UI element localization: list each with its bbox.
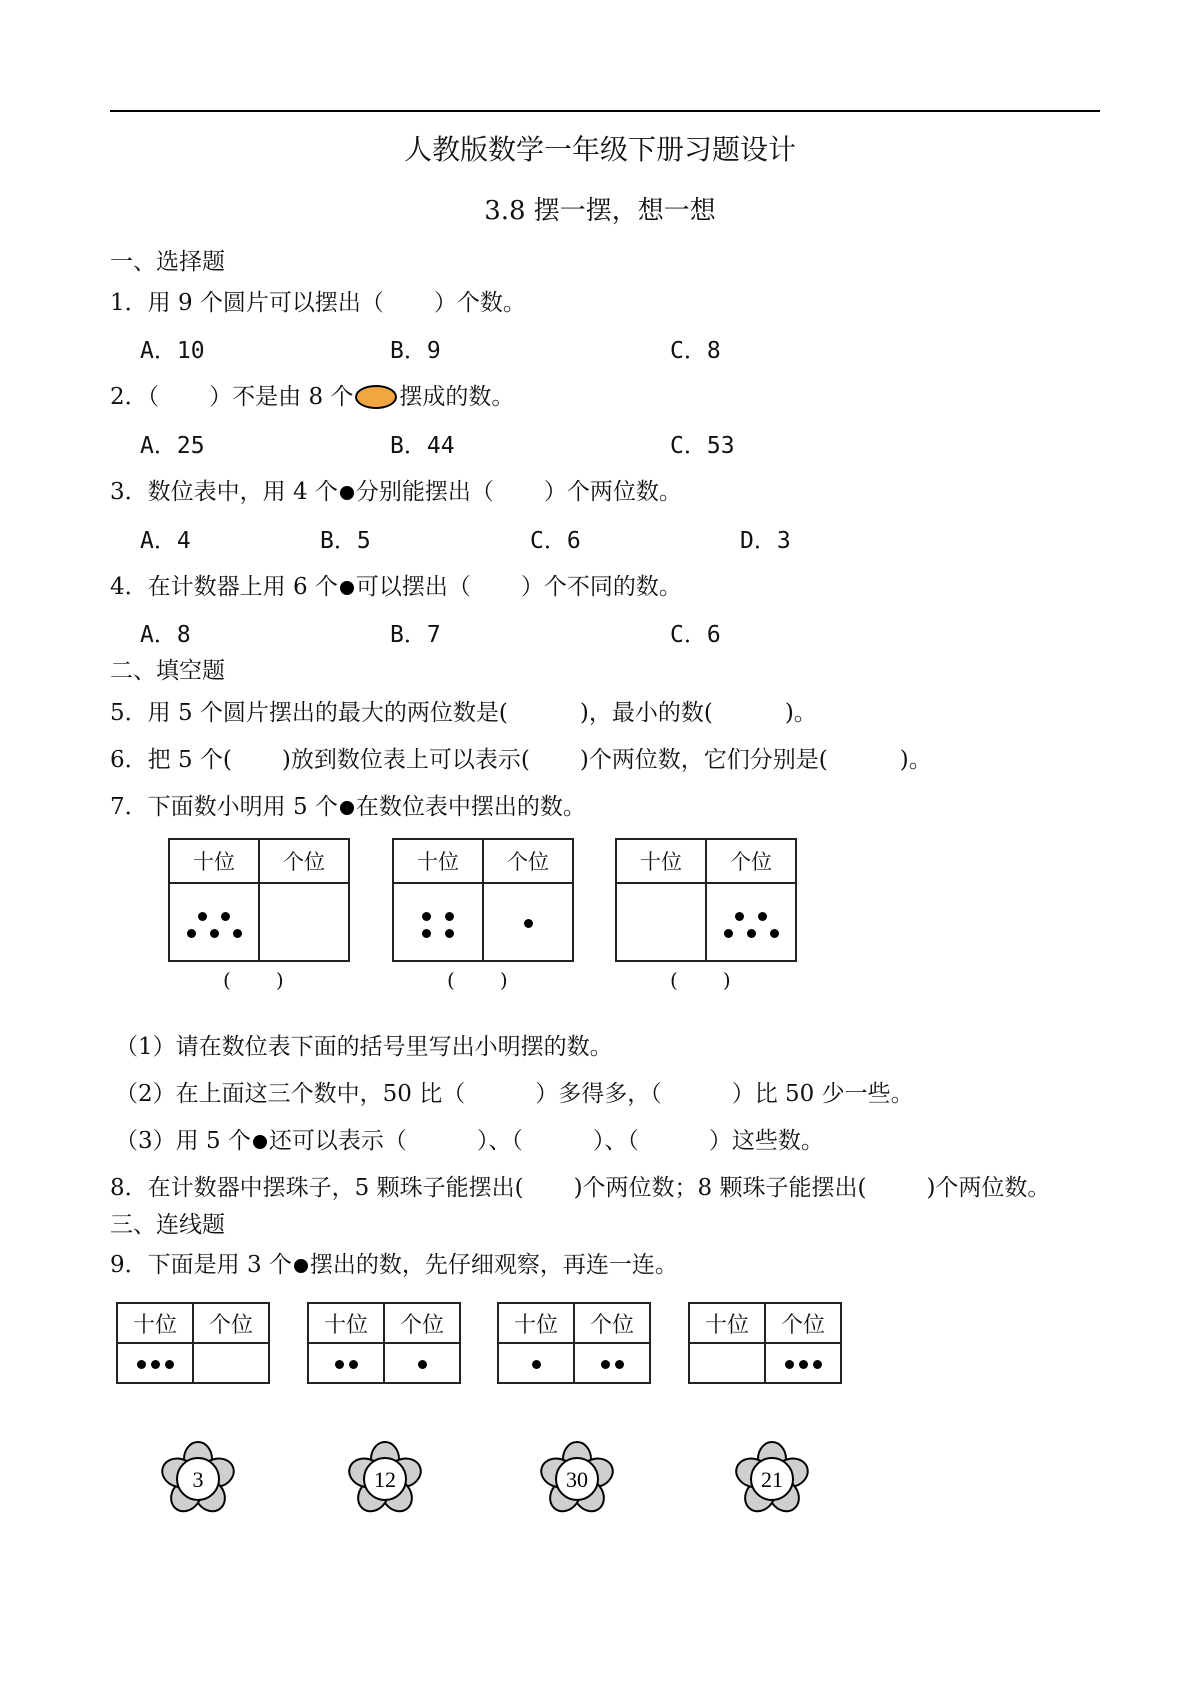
bead-icon — [151, 1360, 160, 1369]
bead-icon — [799, 1360, 808, 1369]
bead-icon — [532, 1360, 541, 1369]
ones-cell — [706, 883, 796, 961]
bead-group — [137, 1360, 174, 1369]
q7-text-b: 在数位表中摆出的数。 — [355, 794, 586, 820]
q7-sub3-text-c: ）、（ — [476, 1128, 523, 1154]
q4-text-b: 可以摆出（ — [355, 574, 471, 600]
tens-cell — [498, 1343, 574, 1383]
q7-text-a: 7．下面数小明用 5 个 — [110, 794, 338, 820]
q6-text-d: )。 — [899, 747, 932, 773]
flower-4[interactable] — [732, 1439, 812, 1519]
q8-text-b: )个两位数；8 颗珠子能摆出( — [573, 1175, 867, 1201]
q9-text-a: 9．下面是用 3 个 — [110, 1252, 292, 1278]
q9-table-2 — [307, 1302, 461, 1384]
q2-option-b[interactable]: B．44 — [390, 433, 455, 459]
q3-text-a: 3．数位表中，用 4 个 — [110, 479, 338, 505]
bead-icon — [137, 1360, 146, 1369]
section-match-heading: 三、连线题 — [110, 1212, 225, 1238]
bead-icon — [770, 929, 779, 938]
q3-option-d[interactable]: D．3 — [740, 528, 791, 554]
dot-icon — [294, 1259, 308, 1273]
bead-icon — [210, 929, 219, 938]
flower-number: 21 — [761, 1467, 783, 1492]
q1-option-a[interactable]: A．10 — [140, 338, 205, 364]
page-subtitle: 3.8 摆一摆，想一想 — [484, 196, 716, 226]
bead-icon — [813, 1360, 822, 1369]
bead-group — [524, 919, 533, 928]
q7-sub-2 — [115, 1075, 914, 1108]
coin-icon — [355, 385, 397, 409]
bead-icon — [187, 929, 196, 938]
bead-row — [187, 929, 242, 938]
flower-1[interactable] — [158, 1439, 238, 1519]
question-8 — [110, 1169, 1050, 1202]
bead-group — [335, 1360, 358, 1369]
bead-group — [724, 912, 779, 938]
tens-header: 十位 — [689, 1303, 765, 1343]
bead-row — [524, 919, 533, 928]
q7-sub3-text-a: （3）用 5 个 — [115, 1128, 251, 1154]
paren-open: ( — [223, 968, 231, 992]
ones-header: 个位 — [259, 839, 349, 883]
bead-group — [601, 1360, 624, 1369]
q1-text-a: 1．用 9 个圆片可以摆出（ — [110, 290, 384, 316]
bead-row — [422, 912, 454, 921]
q1-option-b[interactable]: B．9 — [390, 338, 441, 364]
q6-text-b: )放到数位表上可以表示( — [281, 747, 530, 773]
tens-cell — [616, 883, 706, 961]
q7-sub-3 — [115, 1122, 824, 1155]
q3-option-c[interactable]: C．6 — [530, 528, 581, 554]
flower-3[interactable] — [537, 1439, 617, 1519]
q6-text-a: 6．把 5 个( — [110, 747, 232, 773]
bead-icon — [233, 929, 242, 938]
q4-text-c: ）个不同的数。 — [520, 574, 682, 600]
tens-cell — [689, 1343, 765, 1383]
ones-header: 个位 — [193, 1303, 269, 1343]
q9-table-1 — [116, 1302, 270, 1384]
question-5 — [110, 694, 817, 727]
bead-icon — [349, 1360, 358, 1369]
tens-header: 十位 — [616, 839, 706, 883]
bead-icon — [735, 912, 744, 921]
flower-number: 3 — [192, 1467, 204, 1492]
bead-row — [785, 1360, 822, 1369]
q2-text-b: ）不是由 8 个 — [209, 384, 354, 410]
bead-group — [187, 912, 242, 938]
q7-sub3-text-d: ）、（ — [592, 1128, 639, 1154]
bead-icon — [785, 1360, 794, 1369]
q1-option-c[interactable]: C．8 — [670, 338, 721, 364]
question-2 — [110, 378, 514, 411]
q7-sub2-text-a: （2）在上面这三个数中，50 比（ — [115, 1081, 466, 1107]
bead-icon — [198, 912, 207, 921]
section-choice-heading: 一、选择题 — [110, 249, 225, 275]
bead-icon — [524, 919, 533, 928]
q7-sub2-text-b: ）多得多，（ — [535, 1081, 662, 1107]
bead-row — [532, 1360, 541, 1369]
bead-icon — [758, 912, 767, 921]
bead-row — [418, 1360, 427, 1369]
q4-option-c[interactable]: C．6 — [670, 622, 721, 648]
ones-cell — [765, 1343, 841, 1383]
tens-cell — [308, 1343, 384, 1383]
q7-table-3 — [615, 838, 797, 962]
bead-icon — [422, 929, 431, 938]
bead-group — [785, 1360, 822, 1369]
bead-group — [422, 912, 454, 938]
bead-icon — [601, 1360, 610, 1369]
dot-icon — [340, 801, 354, 815]
page-title: 人教版数学一年级下册习题设计 — [403, 133, 796, 166]
q8-text-a: 8．在计数器中摆珠子，5 颗珠子能摆出( — [110, 1175, 524, 1201]
flower-number: 12 — [374, 1467, 396, 1492]
bead-icon — [422, 912, 431, 921]
section-fill-heading: 二、填空题 — [110, 658, 225, 684]
bead-icon — [221, 912, 230, 921]
bead-row — [601, 1360, 624, 1369]
ones-cell — [574, 1343, 650, 1383]
tens-header: 十位 — [169, 839, 259, 883]
question-1 — [110, 284, 526, 317]
tens-cell — [393, 883, 483, 961]
q7-table-2 — [392, 838, 574, 962]
bead-icon — [724, 929, 733, 938]
bead-row — [735, 912, 767, 921]
q4-option-a[interactable]: A．8 — [140, 622, 191, 648]
flower-2[interactable] — [345, 1439, 425, 1519]
q3-text-b: 分别能摆出（ — [355, 479, 494, 505]
header-rule — [110, 110, 1100, 112]
bead-icon — [418, 1360, 427, 1369]
q7-sub-1: （1）请在数位表下面的括号里写出小明摆的数。 — [115, 1034, 613, 1060]
dot-icon — [340, 486, 354, 500]
question-9 — [110, 1246, 678, 1279]
tens-cell — [117, 1343, 193, 1383]
q2-option-a[interactable]: A．25 — [140, 433, 205, 459]
bead-row — [335, 1360, 358, 1369]
q7-sub3-text-b: 还可以表示（ — [268, 1128, 407, 1154]
q4-option-b[interactable]: B．7 — [390, 622, 441, 648]
tens-header: 十位 — [308, 1303, 384, 1343]
q5-text-a: 5．用 5 个圆片摆出的最大的两位数是( — [110, 700, 508, 726]
bead-icon — [747, 929, 756, 938]
bead-icon — [165, 1360, 174, 1369]
q4-text-a: 4．在计数器上用 6 个 — [110, 574, 338, 600]
question-3 — [110, 473, 682, 506]
q2-text-c: 摆成的数。 — [399, 384, 515, 410]
bead-row — [137, 1360, 174, 1369]
paren-open: ( — [447, 968, 455, 992]
dot-icon — [253, 1135, 267, 1149]
q7-answer-paren-3[interactable] — [670, 968, 731, 992]
tens-cell — [169, 883, 259, 961]
ones-header: 个位 — [384, 1303, 460, 1343]
q7-sub2-text-c: ）比 50 少一些。 — [731, 1081, 914, 1107]
flower-number: 30 — [566, 1467, 588, 1492]
ones-cell — [483, 883, 573, 961]
q2-text-a: 2．（ — [110, 384, 160, 410]
bead-icon — [445, 912, 454, 921]
q9-table-3 — [497, 1302, 651, 1384]
ones-cell — [259, 883, 349, 961]
q3-option-b[interactable]: B．5 — [320, 528, 371, 554]
bead-group — [418, 1360, 427, 1369]
ones-header: 个位 — [483, 839, 573, 883]
q7-table-1 — [168, 838, 350, 962]
paren-close: ) — [275, 968, 284, 992]
q9-table-4 — [688, 1302, 842, 1384]
tens-header: 十位 — [117, 1303, 193, 1343]
q3-option-a[interactable]: A．4 — [140, 528, 191, 554]
bead-group — [532, 1360, 541, 1369]
q5-text-c: )。 — [784, 700, 817, 726]
question-7 — [110, 788, 586, 821]
bead-row — [198, 912, 230, 921]
ones-header: 个位 — [765, 1303, 841, 1343]
ones-cell — [193, 1343, 269, 1383]
q6-text-c: )个两位数，它们分别是( — [579, 747, 828, 773]
bead-icon — [335, 1360, 344, 1369]
ones-header: 个位 — [706, 839, 796, 883]
q7-answer-paren-2[interactable] — [447, 968, 508, 992]
paren-close: ) — [499, 968, 508, 992]
question-4 — [110, 568, 682, 601]
q3-text-c: ）个两位数。 — [543, 479, 682, 505]
bead-icon — [615, 1360, 624, 1369]
q1-text-b: ）个数。 — [433, 290, 526, 316]
dot-icon — [340, 581, 354, 595]
ones-header: 个位 — [574, 1303, 650, 1343]
bead-row — [422, 929, 454, 938]
question-6 — [110, 741, 932, 774]
paren-open: ( — [670, 968, 678, 992]
q8-text-c: )个两位数。 — [926, 1175, 1051, 1201]
bead-icon — [445, 929, 454, 938]
q5-text-b: )，最小的数( — [579, 700, 713, 726]
q9-text-b: 摆出的数，先仔细观察，再连一连。 — [309, 1252, 678, 1278]
q7-sub3-text-e: ）这些数。 — [708, 1128, 824, 1154]
q7-answer-paren-1[interactable] — [223, 968, 284, 992]
bead-row — [724, 929, 779, 938]
q2-option-c[interactable]: C．53 — [670, 433, 735, 459]
ones-cell — [384, 1343, 460, 1383]
tens-header: 十位 — [393, 839, 483, 883]
tens-header: 十位 — [498, 1303, 574, 1343]
paren-close: ) — [722, 968, 731, 992]
